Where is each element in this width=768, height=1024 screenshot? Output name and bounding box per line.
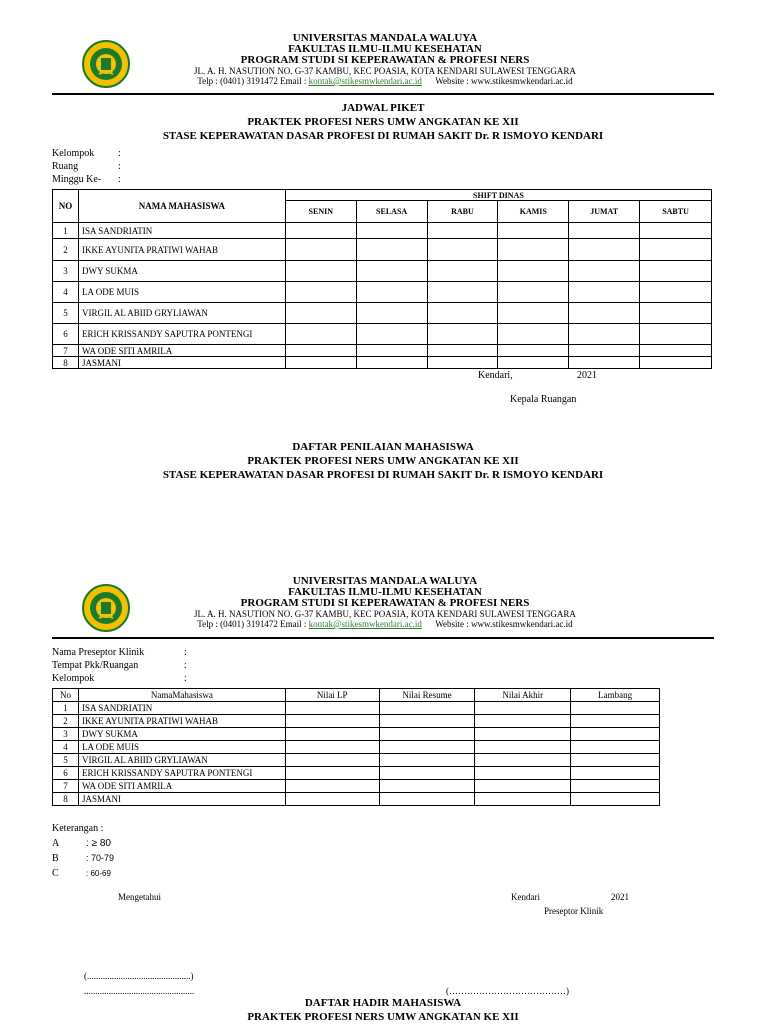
field-preseptor: Nama Preseptor Klinik : [52, 647, 187, 658]
jadwal-table [52, 189, 712, 369]
address: JL. A. H. NASUTION NO. G-37 KAMBU, KEC POASIA, KOTA KENDARI SULAWESI TENGGARA [194, 66, 576, 76]
signature-right: (…………………………………) [446, 986, 569, 996]
university-logo-2 [82, 584, 130, 632]
jadwal-stase: STASE KEPERAWATAN DASAR PROFESI DI RUMAH SAKIT Dr. R ISMOYO KENDARI [162, 130, 604, 142]
grade-b: B : 70-79 [52, 853, 115, 864]
table-row: 3 DWY SUKMA [53, 728, 660, 741]
field-ruang: Ruang : [52, 161, 121, 172]
email-link[interactable]: kontak@stikesmwkendari.ac.id [308, 619, 422, 629]
letterhead-1 [130, 33, 640, 86]
table-row: 1 ISA SANDRIATIN [53, 223, 712, 239]
day-rabu: RABU [427, 201, 498, 223]
hadir-title-block [52, 996, 714, 1024]
field-tempat: Tempat Pkk/Ruangan : [52, 660, 187, 671]
col-nilai-lp: Nilai LP [285, 689, 379, 702]
email-link[interactable]: kontak@stikesmwkendari.ac.id [308, 76, 422, 86]
field-minggu: Minggu Ke- : [52, 174, 121, 185]
table-row: 4 LA ODE MUIS [53, 741, 660, 754]
table-row: 5 VIRGIL AL ABIID GRYLIAWAN [53, 754, 660, 767]
day-senin: SENIN [285, 201, 356, 223]
jadwal-signer: Kepala Ruangan [510, 394, 577, 405]
table-row: 1 ISA SANDRIATIN [53, 702, 660, 715]
penilaian-title: DAFTAR PENILAIAN MAHASISWA [292, 441, 474, 453]
jadwal-title: JADWAL PIKET [341, 102, 425, 114]
hadir-title: DAFTAR HADIR MAHASISWA [304, 997, 462, 1009]
col-nilai-resume: Nilai Resume [379, 689, 475, 702]
table-row: 2 IKKE AYUNITA PRATIWI WAHAB [53, 239, 712, 261]
jadwal-place: Kendari, [478, 370, 513, 381]
table-row: 6 ERICH KRISSANDY SAPUTRA PONTENGI [53, 324, 712, 345]
website: Website : www.stikesmwkendari.ac.id [435, 76, 573, 86]
day-kamis: KAMIS [498, 201, 569, 223]
table-row: 8 JASMANI [53, 793, 660, 806]
program-name: PROGRAM STUDI SI KEPERAWATAN & PROFESI NERS [240, 54, 530, 66]
jadwal-fields [52, 147, 121, 186]
day-sabtu: SABTU [640, 201, 712, 223]
table-row: 7 WA ODE SITI AMRILA [53, 345, 712, 357]
day-selasa: SELASA [356, 201, 427, 223]
field-kelompok: Kelompok : [52, 148, 121, 159]
day-jumat: JUMAT [569, 201, 640, 223]
penilaian-year: 2021 [611, 892, 629, 902]
header-divider-2 [52, 637, 714, 639]
header-divider [52, 93, 714, 95]
penilaian-table [52, 688, 660, 806]
hadir-subtitle: PRAKTEK PROFESI NERS UMW ANGKATAN KE XII [247, 1011, 519, 1023]
grade-a: A : ≥ 80 [52, 838, 111, 849]
signature-left-line: ................................................. [84, 986, 195, 996]
table-row: 4 LA ODE MUIS [53, 282, 712, 303]
phone: Telp : (0401) 3191472 Email : [197, 76, 307, 86]
grade-c: C : 60-69 [52, 868, 111, 879]
table-row: 6 ERICH KRISSANDY SAPUTRA PONTENGI [53, 767, 660, 780]
mengetahui-label: Mengetahui [118, 892, 161, 902]
col-nama: NamaMahasiswa [78, 689, 285, 702]
table-row: 5 VIRGIL AL ABIID GRYLIAWAN [53, 303, 712, 324]
col-shift: SHIFT DINAS [285, 190, 711, 201]
table-row: 3 DWY SUKMA [53, 261, 712, 282]
jadwal-year: 2021 [577, 370, 597, 381]
col-lambang: Lambang [571, 689, 660, 702]
table-row: 7 WA ODE SITI AMRILA [53, 780, 660, 793]
penilaian-title-block [52, 440, 714, 482]
university-name: UNIVERSITAS MANDALA WALUYA [292, 32, 478, 44]
preseptor-label: Preseptor Klinik [544, 906, 604, 916]
contact-line [130, 76, 640, 86]
keterangan-label: Keterangan : [52, 823, 104, 834]
penilaian-stase: STASE KEPERAWATAN DASAR PROFESI DI RUMAH SAKIT Dr. R ISMOYO KENDARI [162, 469, 604, 481]
penilaian-fields [52, 646, 187, 685]
university-logo [82, 40, 130, 88]
jadwal-subtitle: PRAKTEK PROFESI NERS UMW ANGKATAN KE XII [247, 116, 519, 128]
col-no: No [53, 689, 79, 702]
table-row: 2 IKKE AYUNITA PRATIWI WAHAB [53, 715, 660, 728]
col-name: NAMA MAHASISWA [78, 190, 285, 223]
signature-left: (..............................................) [84, 971, 194, 981]
letterhead-2: UNIVERSITAS MANDALA WALUYA FAKULTAS ILMU-ILMU KESEHATAN PROGRAM STUDI SI KEPERAWATAN & PROFESI NERS JL. A. H. NASUTION NO. G-37 KAMBU, KEC POASIA, KOTA KENDARI SULAWESI TENGGARA Telp : (0401) 3191472 Email : kontak@stikesmwkendari.ac.id Website : www.stikesmwkendari.ac.id [194, 575, 576, 629]
penilaian-subtitle: PRAKTEK PROFESI NERS UMW ANGKATAN KE XII [247, 455, 519, 467]
penilaian-place: Kendari [511, 892, 540, 902]
col-nilai-akhir: Nilai Akhir [475, 689, 571, 702]
jadwal-title-block [52, 101, 714, 143]
col-no: NO [53, 190, 79, 223]
field-kelompok-2: Kelompok : [52, 673, 187, 684]
table-row: 8 JASMANI [53, 357, 712, 369]
grade-legend [52, 836, 114, 881]
faculty-name: FAKULTAS ILMU-ILMU KESEHATAN [288, 43, 482, 55]
